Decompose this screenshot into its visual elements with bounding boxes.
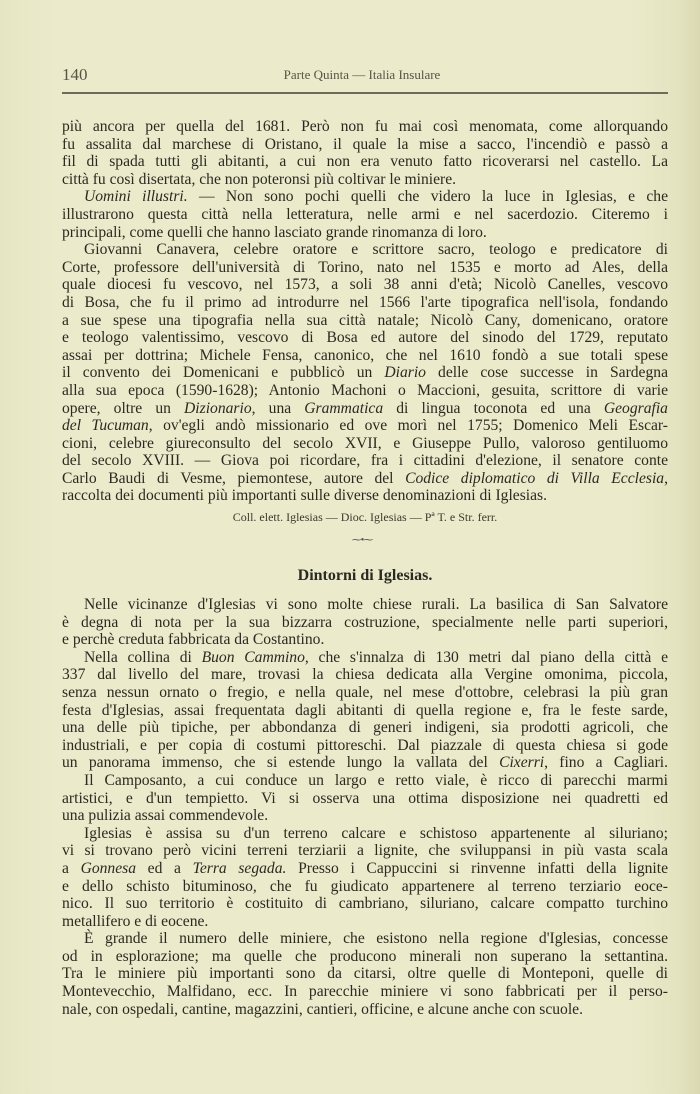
text-segment: nico. Il suo territorio è costituito di cambriano, siluriano, calcare compatto turchino [62, 895, 668, 913]
text-line [62, 188, 668, 206]
text-segment: Corte, professore dell'università di Torino, nato nel 1535 e morto ad Ales, della [62, 258, 668, 276]
text-line [62, 842, 668, 860]
text-line [62, 487, 668, 505]
text-line [62, 790, 668, 808]
text-line [62, 136, 668, 154]
text-line [62, 470, 668, 488]
text-line [62, 364, 668, 382]
text-line [62, 153, 668, 171]
section-2-text [62, 596, 668, 1018]
text-segment: una delle più tipiche, per abbondanza di generi indigeni, sia prodotti agricoli, che [62, 719, 668, 737]
text-segment: , che s'innalza di 130 metri dal piano della città e [304, 648, 668, 666]
text-line [62, 259, 668, 277]
section-1-text [62, 118, 668, 505]
italic-text: Cixerri [499, 754, 545, 772]
text-segment: Nelle vicinanze d'Iglesias vi sono molte chiese rurali. La basilica di San Salvatore [84, 596, 668, 613]
text-line [62, 965, 668, 983]
text-segment: artistici, e d'un tempietto. Vi si osserva una ottima disposizione nei quadretti ed [62, 789, 668, 807]
text-segment: del secolo XVIII. — Giova poi ricordare, fra i cittadini d'elezione, il senatore conte [62, 452, 668, 470]
text-line [62, 754, 668, 772]
text-segment: Il Camposanto, a cui conduce un largo e retto viale, è ricco di parecchi marmi [84, 771, 668, 789]
text-line [62, 666, 668, 684]
text-segment: senza nessun ornato o fregio, e nella quale, nel mese d'ottobre, celebrasi la più gran [62, 683, 668, 701]
text-segment: ed a [136, 859, 193, 877]
italic-text: Buon Cammino [201, 648, 305, 666]
text-line [62, 913, 668, 931]
text-segment: nale, con ospedali, cantine, magazzini, cantieri, officine, e alcune anche con scuole. [62, 1000, 583, 1018]
text-line [62, 596, 668, 614]
text-line [62, 435, 668, 453]
running-title: Parte Quinta — Italia Insulare [283, 67, 441, 82]
text-segment: — Non sono pochi quelli che videro la luce in Iglesias, e che [187, 188, 668, 206]
text-segment: industriali, e per copia di costumi pittoreschi. Dal piazzale di questa chiesa si gode [62, 736, 668, 754]
italic-text: Codice diplomatico di Villa Ecclesia [405, 469, 665, 487]
text-segment: metallifero e di eocene. [62, 912, 209, 930]
italic-text: Dizionario [184, 399, 252, 417]
text-segment: cioni, celebre giureconsulto del secolo XVII, e Giuseppe Pullo, valoroso gentiluomo [62, 434, 668, 452]
header-rule [62, 92, 668, 94]
text-segment: Carlo Baudi di Vesme, piemontese, autore del [62, 469, 406, 487]
text-segment: città fu così disertata, che non poteronsi più coltivar le miniere. [62, 170, 457, 188]
text-line [62, 1001, 668, 1019]
text-line [62, 347, 668, 365]
text-segment: di lingua toconota ed una [383, 399, 604, 417]
text-line [62, 206, 668, 224]
text-segment: e dello schisto bituminoso, che fu giudicato appartenere al terreno terziario eoce- [62, 877, 668, 895]
text-line [62, 241, 668, 259]
italic-text: Diario [384, 364, 426, 382]
text-line [62, 702, 668, 720]
text-segment: più ancora per quella del 1681. Però non fu mai così menomata, come allorquando [62, 118, 668, 135]
text-segment: , ov'egli andò missionario ed ove morì nel 1755; Domenico Meli Escar- [148, 417, 668, 435]
text-segment: 337 dal livello del mare, trovasi la chiesa dedicata alla Vergine omonima, piccola, [62, 666, 668, 684]
text-line [62, 684, 668, 702]
text-segment: e teologo valentissimo, vescovo di Bosa ed autore del sinodo del 1729, reputato [62, 329, 668, 347]
text-segment: fu assalita dal marchese di Oristano, il quale la mise a sacco, l'incendiò e passò a [62, 135, 668, 153]
text-segment: principali, come quelli che hanno lasciato grande rinomanza di loro. [62, 223, 487, 241]
text-segment: od in esplorazione; ma quelle che producono minerali non superano la settantina. [62, 947, 668, 965]
text-line [62, 948, 668, 966]
text-segment: opere, oltre un [62, 399, 185, 417]
text-line [62, 737, 668, 755]
text-segment: Iglesias è assisa su d'un terreno calcare e schistoso appartenente al siluriano; [84, 824, 668, 842]
text-segment: alla sua epoca (1590-1628); Antonio Machoni o Maccioni, gesuita, scrittore di varie [62, 381, 668, 399]
text-segment: raccolta dei documenti più importanti sulle diverse denominazioni di Iglesias. [62, 487, 548, 505]
text-segment: è degna di nota per la sua bizzarra costruzione, specialmente nelle parti superiori, [62, 613, 668, 631]
text-line [62, 719, 668, 737]
text-segment: , fino a Cagliari. [544, 754, 668, 772]
italic-text: Terra segada. [192, 859, 287, 877]
text-segment: a [62, 859, 81, 877]
text-line [62, 825, 668, 843]
text-segment: Presso i Cappuccini si rinvenne infatti della lignite [286, 859, 669, 877]
text-segment: e perchè creduta fabbricata da Costantino. [62, 631, 325, 649]
text-line [62, 983, 668, 1001]
text-segment: assai per dottrina; Michele Fensa, canonico, che nel 1610 fondò a sue totali spese [62, 346, 668, 364]
text-line [62, 631, 668, 649]
text-segment: una pulizia assai commendevole. [62, 807, 269, 825]
text-segment: festa d'Iglesias, assai frequentata dagli abitanti di quella regione e, fra le feste sarde, [62, 701, 668, 719]
text-line [62, 807, 668, 825]
text-segment: , una [251, 399, 305, 417]
text-line [62, 118, 668, 136]
text-line [62, 860, 668, 878]
text-line [62, 312, 668, 330]
text-line [62, 772, 668, 790]
text-segment: Tra le miniere più importanti sono da citarsi, oltre quelle di Monteponi, quelle di [62, 965, 668, 983]
text-segment: delle cose successe in Sardegna [425, 364, 668, 382]
text-segment: il convento dei Domenicani e pubblicò un [62, 364, 385, 382]
text-segment: a sue spese una tipografia nella sua città natale; Nicolò Cany, domenicano, oratore [62, 311, 668, 329]
text-segment: È grande il numero delle miniere, che esistono nella regione d'Iglesias, concesse [84, 930, 668, 948]
text-line [62, 452, 668, 470]
text-segment: quale diocesi fu vescovo, nel 1573, a soli 38 anni d'età; Nicolò Canelles, vescovo [62, 276, 668, 294]
text-line [62, 276, 668, 294]
text-line [62, 224, 668, 242]
italic-text: Geografia [603, 399, 668, 417]
text-line [62, 649, 668, 667]
footer-note: Coll. elett. Iglesias — Dioc. Iglesias — Pª T. e Str. ferr. [232, 510, 498, 524]
section-heading: Dintorni di Iglesias. [297, 567, 433, 584]
text-segment: , [664, 469, 668, 487]
text-segment: fil di spada tutti gli abitanti, a cui non era venuto fatto ricoverarsi nel castello. La [62, 153, 668, 171]
italic-text: Gonnesa [80, 859, 137, 877]
text-segment: Giovanni Canavera, celebre oratore e scrittore sacro, teologo e predicatore di [84, 241, 668, 259]
text-line [62, 171, 668, 189]
text-line [62, 930, 668, 948]
text-segment: un panorama immenso, che si estende lungo la vallata del [62, 754, 500, 772]
ornament-divider: ⁓•⁓ [351, 535, 373, 546]
italic-text: del Tucuman [62, 417, 149, 435]
text-line [62, 329, 668, 347]
page-number: 140 [62, 65, 88, 84]
text-line [62, 895, 668, 913]
text-segment: illustrarono questa città nella letteratura, nelle armi e nel sacerdozio. Citeremo i [62, 205, 668, 223]
text-line [62, 400, 668, 418]
text-line [62, 417, 668, 435]
italic-text: Grammatica [304, 399, 384, 417]
text-segment: di Bosa, che fu il primo ad introdurre nel 1566 l'arte tipografica nell'isola, fondando [62, 293, 668, 311]
text-line [62, 294, 668, 312]
text-line [62, 878, 668, 896]
text-segment: vi si trovano però vicini terreni terziarii a lignite, che sviluppansi in più vasta scala [62, 842, 668, 860]
italic-text: Uomini illustri. [84, 188, 188, 206]
text-line [62, 382, 668, 400]
text-line [62, 614, 668, 632]
text-segment: Montevecchio, Malfidano, ecc. In parecchie miniere vi sono fabbricati per il perso- [62, 983, 668, 1001]
text-segment: Nella collina di [84, 648, 202, 666]
